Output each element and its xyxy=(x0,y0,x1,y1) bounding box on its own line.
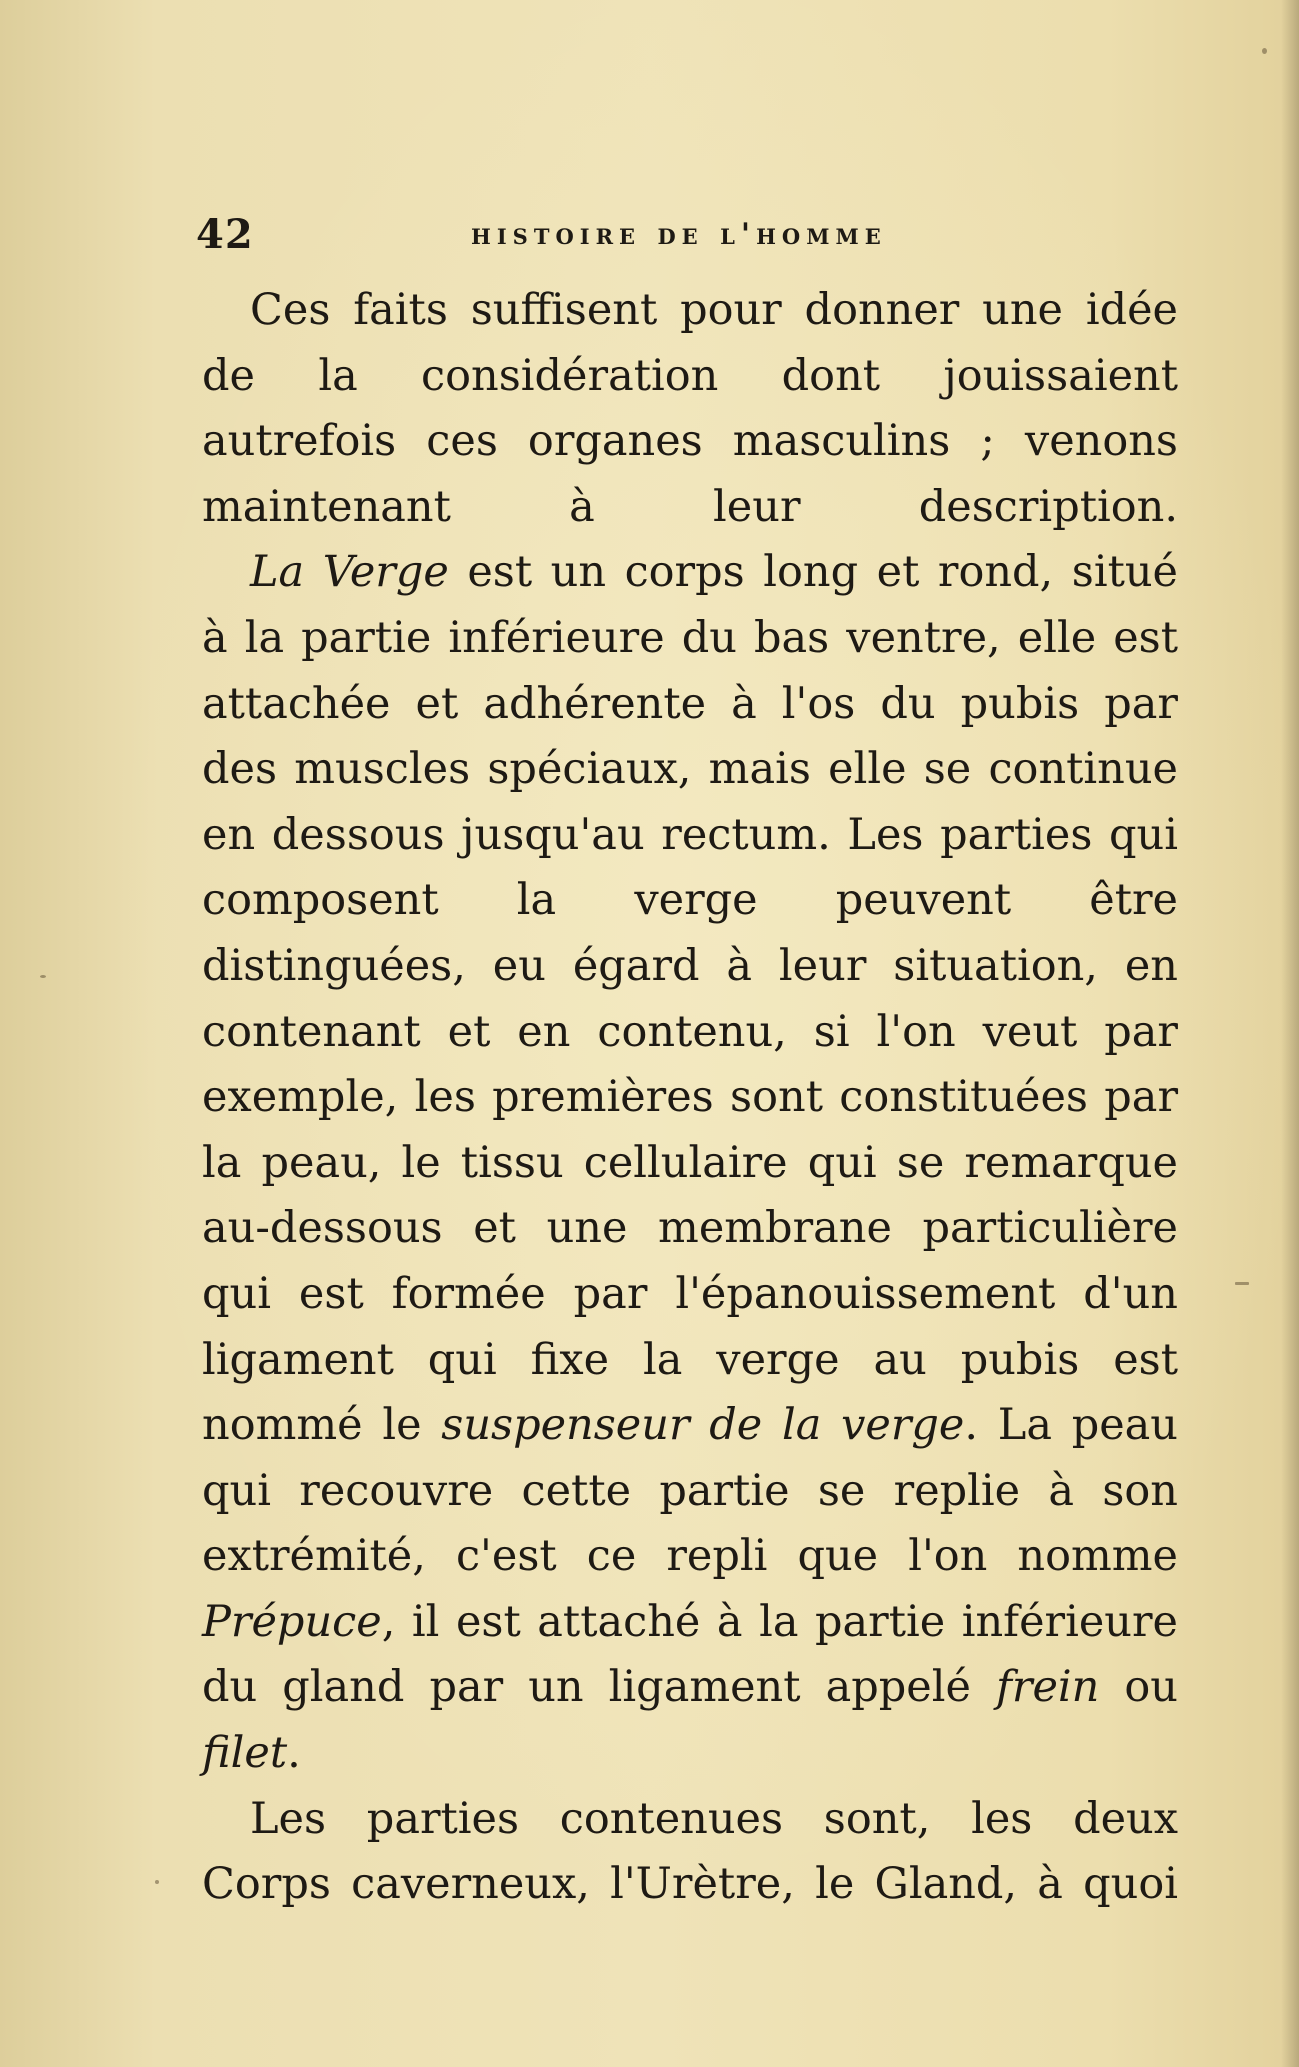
term-la-verge: La Verge xyxy=(250,547,449,598)
paragraph-2-text-5: . xyxy=(287,1728,301,1779)
term-filet: filet xyxy=(202,1728,288,1779)
paragraph-1 xyxy=(202,278,1178,540)
paper-speck xyxy=(1235,1282,1249,1285)
term-prepuce: Prépuce xyxy=(202,1596,382,1647)
paragraph-1-text: Ces faits suffisent pour donner une idée de la considération dont jouissaient autrefois ces organes masculins ; venons maintenant à leur description. xyxy=(202,285,1178,532)
page-header xyxy=(196,205,1186,265)
paper-speck xyxy=(155,1880,159,1884)
paragraph-2-text-1: est un corps long et rond, situé à la partie inférieure du bas ventre, elle est attachée et adhérente à l'os du pubis par des muscles spéciaux, mais elle se continue en dessous jusqu'au rectum. Les parties qui composent la verge peuvent être distinguées, eu égard à leur situation, en contenant et en contenu, si l'on veut par exemple, les premières sont constituées par la peau, le tissu cellulaire qui se remarque au-dessous et une membrane particulière qui est formée par l'épanouissement d'un ligament qui fixe la verge au pubis est nommé le xyxy=(202,547,1178,1451)
paragraph-2 xyxy=(202,540,1178,1786)
page-edge-shadow xyxy=(1281,0,1299,2067)
paper-speck xyxy=(40,975,46,978)
page-number: 42 xyxy=(196,211,254,258)
paragraph-2-text-4: ou xyxy=(1099,1662,1178,1713)
term-suspenseur: suspenseur de la verge xyxy=(441,1400,965,1451)
running-head: histoire de l'homme xyxy=(471,217,887,252)
paper-speck xyxy=(1262,48,1267,54)
paragraph-3-text: Les parties contenues sont, les deux Corps caverneux, l'Urètre, le Gland, à quoi xyxy=(202,1793,1178,1910)
paragraph-2-text-3: , il est attaché à la partie inférieure du gland par un ligament appelé xyxy=(202,1596,1178,1713)
term-frein: frein xyxy=(995,1662,1100,1713)
body-text xyxy=(202,278,1178,1918)
paragraph-3 xyxy=(202,1787,1178,1918)
paragraph-2-text-2: . La peau qui recouvre cette partie se replie à son extrémité, c'est ce repli que l'on nomme xyxy=(202,1400,1178,1582)
